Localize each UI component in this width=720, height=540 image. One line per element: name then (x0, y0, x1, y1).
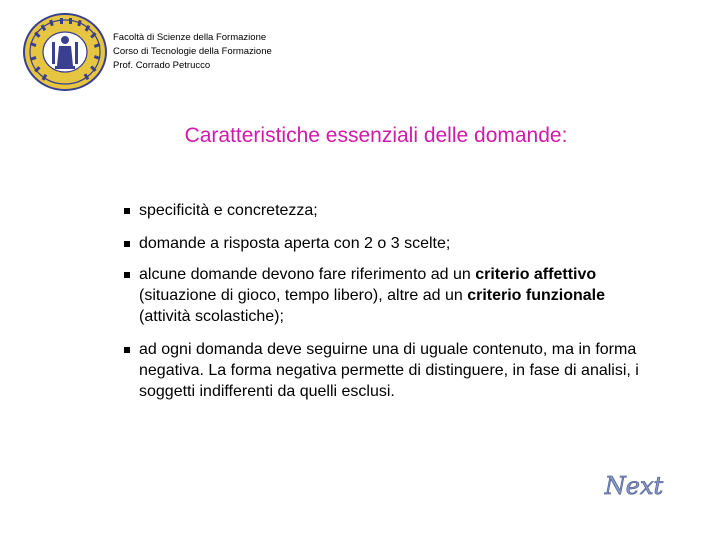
square-bullet-icon (124, 208, 130, 214)
bullet-text-bold: criterio funzionale (467, 287, 605, 304)
bullet-text: domande a risposta aperta con 2 o 3 scelte; (139, 235, 451, 252)
next-label: Next (604, 472, 664, 500)
bullet-list (124, 200, 644, 413)
bullet-text: specificità e concretezza; (139, 202, 318, 219)
bullet-item (124, 339, 644, 402)
professor-name: Prof. Corrado Petrucco (113, 60, 211, 71)
next-button[interactable] (594, 466, 674, 506)
square-bullet-icon (124, 241, 130, 247)
course-name: Corso di Tecnologie della Formazione (113, 46, 272, 57)
bullet-item (124, 233, 644, 254)
bullet-text-bold: criterio affettivo (475, 266, 597, 283)
square-bullet-icon (124, 347, 130, 353)
bullet-text: ad ogni domanda deve seguirne una di uguale contenuto, ma in forma negativa. La forma negativa permette di distinguere, in fase di analisi, i soggetti indifferenti da quelli esclusi. (139, 341, 639, 400)
bullet-text: (situazione di gioco, tempo libero), altre ad un (139, 287, 468, 304)
square-bullet-icon (124, 272, 130, 278)
university-seal-logo (22, 12, 108, 92)
header-info (113, 31, 272, 73)
bullet-text: alcune domande devono fare riferimento ad un (139, 266, 476, 283)
slide-title: Caratteristiche essenziali delle domande: (184, 124, 568, 147)
bullet-item (124, 200, 644, 221)
bullet-text: (attività scolastiche); (139, 308, 284, 325)
bullet-item (124, 264, 644, 327)
faculty-name: Facoltà di Scienze della Formazione (113, 32, 267, 43)
